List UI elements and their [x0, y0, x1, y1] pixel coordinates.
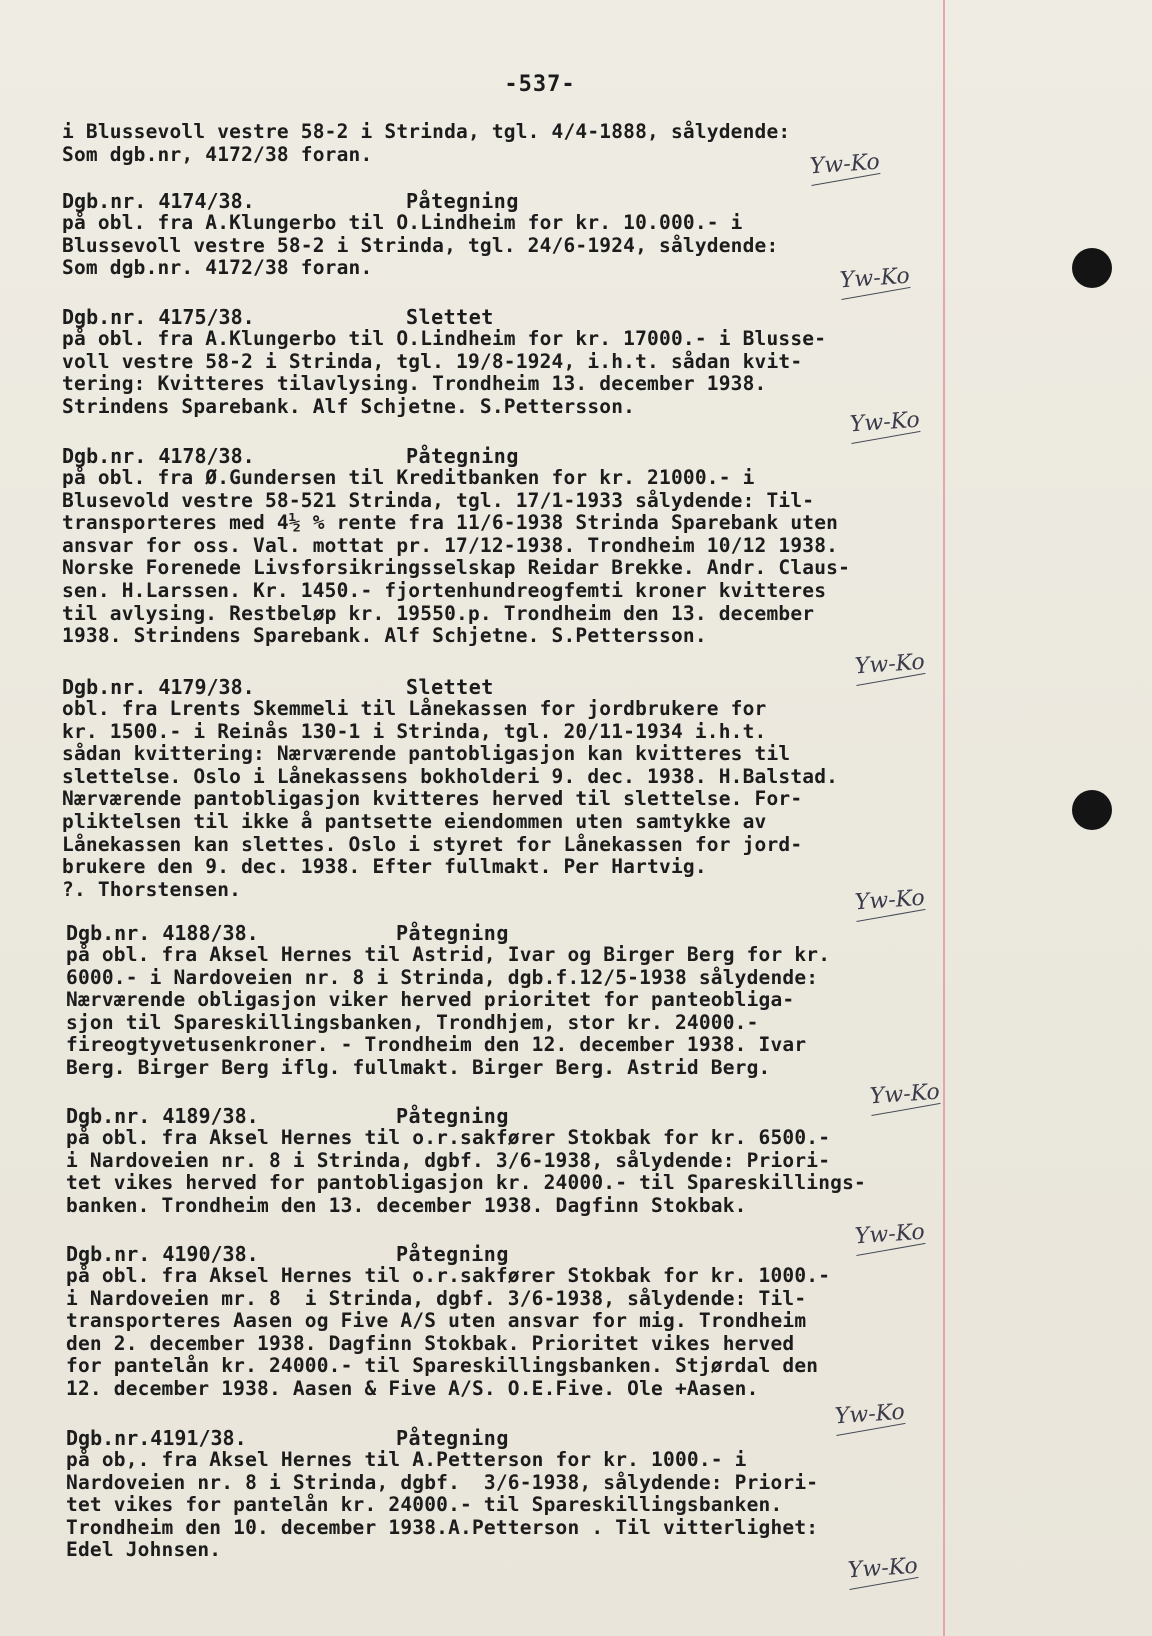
text-line: på obl. fra Aksel Hernes til o.r.sakfører Stokbak for kr. 1000.- — [66, 1264, 831, 1287]
text-line: i Nardoveien nr. 8 i Strinda, dgbf. 3/6-1938, sålydende: Priori- — [66, 1148, 831, 1172]
text-line: ansvar for oss. Val. mottat pr. 17/12-1938. Trondheim 10/12 1938. — [62, 533, 839, 557]
text-line: transporteres Aasen og Five A/S uten ansvar for mig. Trondheim — [66, 1309, 807, 1333]
text-line: Norske Forenede Livsforsikringsselskap Reidar Brekke. Andr. Claus- — [62, 556, 851, 580]
text-line: på obl. fra Aksel Hernes til Astrid, Ivar og Birger Berg for kr. — [66, 943, 831, 966]
entry-type: Slettet — [406, 675, 494, 699]
initials-mark: Yw-Ko — [849, 408, 921, 441]
entry-number: Dgb.nr. 4174/38. — [62, 189, 255, 213]
text-line: på obl. fra A.Klungerbo til O.Lindheim for kr. 10.000.- i — [62, 211, 743, 234]
text-line: slettelse. Oslo i Lånekassens bokholderi 9. dec. 1938. H.Balstad. — [62, 764, 839, 788]
text-line: 12. december 1938. Aasen & Five A/S. O.E.Five. Ole +Aasen. — [66, 1376, 759, 1400]
entry-number: Dgb.nr. 4178/38. — [62, 444, 255, 468]
initials-mark: Yw-Ko — [839, 264, 911, 297]
initials-mark: Yw-Ko — [854, 1220, 926, 1253]
text-line: på obl. fra A.Klungerbo til O.Lindheim for kr. 17000.- i Blusse- — [62, 327, 827, 350]
text-line: tering: Kvitteres tilavlysing. Trondheim 13. december 1938. — [62, 372, 767, 396]
text-line: på obl. fra Ø.Gundersen til Kreditbanken for kr. 21000.- i — [62, 466, 755, 489]
entry-number: Dgb.nr. 4190/38. — [66, 1242, 259, 1266]
text-line: brukere den 9. dec. 1938. Efter fullmakt. Per Hartvig. — [62, 855, 707, 879]
text-line: til avlysing. Restbeløp kr. 19550.p. Trondheim den 13. december — [62, 601, 815, 625]
text-line: kr. 1500.- i Reinås 130-1 i Strinda, tgl. 20/11-1934 i.h.t. — [62, 719, 767, 743]
entry-4174 — [62, 189, 778, 280]
entry-type: Slettet — [406, 305, 494, 329]
text-line: ?. Thorstensen. — [62, 877, 242, 901]
initials-mark: Yw-Ko — [869, 1080, 941, 1113]
entry-type: Påtegning — [406, 189, 519, 213]
text-line: Berg. Birger Berg iflg. fullmakt. Birger Berg. Astrid Berg. — [66, 1055, 771, 1079]
text-line: den 2. december 1938. Dagfinn Stokbak. Prioritet vikes herved — [66, 1331, 795, 1355]
text-line: transporteres med 4½ % rente fra 11/6-1938 Strinda Sparebank uten — [62, 511, 839, 535]
initials-mark: Yw-Ko — [834, 1400, 906, 1433]
entry-number: Dgb.nr. 4189/38. — [66, 1104, 259, 1128]
text-line: i Nardoveien mr. 8 i Strinda, dgbf. 3/6-1938, sålydende: Til- — [66, 1286, 807, 1310]
entry-type: Påtegning — [396, 1426, 509, 1450]
text-line: pliktelsen til ikke å pantsette eiendommen uten samtykke av — [62, 809, 767, 833]
entry-number: Dgb.nr. 4179/38. — [62, 675, 255, 699]
entry-type: Påtegning — [406, 444, 519, 468]
entry-number: Dgb.nr. 4188/38. — [66, 921, 259, 945]
text-line: Nardoveien nr. 8 i Strinda, dgbf. 3/6-1938, sålydende: Priori- — [66, 1470, 819, 1494]
text-line: Som dgb.nr, 4172/38 foran. — [62, 142, 373, 166]
text-line: obl. fra Lrents Skemmeli til Lånekassen for jordbrukere for — [62, 697, 767, 720]
text-line: 6000.- i Nardoveien nr. 8 i Strinda, dgb.f.12/5-1938 sålydende: — [66, 965, 819, 989]
text-line: Blusevold vestre 58-521 Strinda, tgl. 17/1-1933 sålydende: Til- — [62, 488, 815, 512]
text-line: for pantelån kr. 24000.- til Spareskillingsbanken. Stjørdal den — [66, 1354, 819, 1378]
entry-type: Påtegning — [396, 1242, 509, 1266]
entry-4188 — [66, 921, 830, 1080]
entry-4189 — [66, 1104, 866, 1217]
text-line: 1938. Strindens Sparebank. Alf Schjetne. S.Pettersson. — [62, 624, 707, 648]
initials-mark: Yw-Ko — [847, 1554, 919, 1587]
entry-4175 — [62, 305, 826, 418]
entry-type: Påtegning — [396, 1104, 509, 1128]
text-line: sen. H.Larssen. Kr. 1450.- fjortenhundreogfemti kroner kvitteres — [62, 578, 827, 602]
initials-mark: Yw-Ko — [809, 150, 881, 183]
text-line: tet vikes herved for pantobligasjon kr. 24000.- til Spareskillings- — [66, 1171, 866, 1195]
text-line: sjon til Spareskillingsbanken, Trondhjem, stor kr. 24000.- — [66, 1010, 759, 1034]
text-line: voll vestre 58-2 i Strinda, tgl. 19/8-1924, i.h.t. sådan kvit- — [62, 349, 803, 373]
text-line: i Blussevoll vestre 58-2 i Strinda, tgl. 4/4-1888, sålydende: — [62, 120, 791, 143]
text-line: fireogtyvetusenkroner. - Trondheim den 12. december 1938. Ivar — [66, 1033, 807, 1057]
text-line: sådan kvittering: Nærværende pantobligasjon kan kvitteres til — [62, 742, 791, 766]
entry-number: Dgb.nr. 4175/38. — [62, 305, 255, 329]
text-line: banken. Trondheim den 13. december 1938. Dagfinn Stokbak. — [66, 1193, 747, 1217]
text-line: Blussevoll vestre 58-2 i Strinda, tgl. 24/6-1924, sålydende: — [62, 233, 779, 257]
entry-4179 — [62, 675, 838, 901]
text-line: tet vikes for pantelån kr. 24000.- til Spareskillingsbanken. — [66, 1493, 783, 1517]
text-line: Strindens Sparebank. Alf Schjetne. S.Pettersson. — [62, 394, 636, 418]
text-line: på ob,. fra Aksel Hernes til A.Petterson for kr. 1000.- i — [66, 1448, 747, 1471]
initials-mark: Yw-Ko — [854, 886, 926, 919]
text-line: Edel Johnsen. — [66, 1538, 222, 1562]
text-line: Nærværende obligasjon viker herved prioritet for panteobliga- — [66, 988, 795, 1012]
text-line: Lånekassen kan slettes. Oslo i styret for Lånekassen for jord- — [62, 832, 803, 856]
text-line: på obl. fra Aksel Hernes til o.r.sakfører Stokbak for kr. 6500.- — [66, 1126, 831, 1149]
entry-4191 — [66, 1426, 818, 1562]
entry-4178 — [62, 444, 850, 648]
intro-block — [62, 121, 790, 166]
entry-4190 — [66, 1242, 830, 1401]
entry-number: Dgb.nr.4191/38. — [66, 1426, 247, 1450]
text-line: Trondheim den 10. december 1938.A.Petterson . Til vitterlighet: — [66, 1515, 819, 1539]
entry-type: Påtegning — [396, 921, 509, 945]
page-number: -537- — [504, 72, 576, 97]
initials-mark: Yw-Ko — [854, 650, 926, 683]
text-line: Som dgb.nr. 4172/38 foran. — [62, 256, 373, 280]
text-line: Nærværende pantobligasjon kvitteres herved til slettelse. For- — [62, 787, 803, 811]
